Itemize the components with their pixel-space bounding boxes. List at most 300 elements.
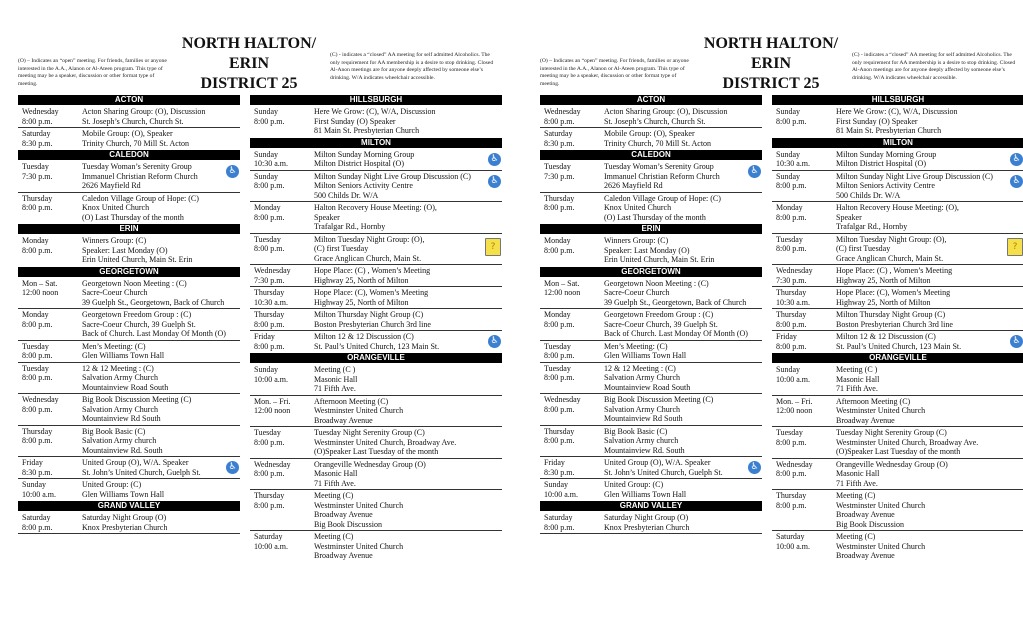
- meeting-details: [82, 107, 240, 126]
- meeting-when: [776, 107, 836, 136]
- meeting-entry: [772, 459, 1023, 491]
- meeting-time: 10:00 a.m.: [254, 374, 288, 384]
- meeting-line: Knox United Church: [604, 203, 672, 212]
- meeting-line: Boston Presbyterian Church 3rd line: [836, 319, 953, 329]
- meeting-day: Thursday: [776, 310, 807, 319]
- meeting-day: Thursday: [544, 193, 575, 203]
- meeting-entry: [18, 457, 240, 479]
- meeting-when: [544, 162, 604, 191]
- meeting-details: [604, 107, 762, 126]
- meeting-details: [836, 172, 1023, 201]
- meeting-day: Thursday: [254, 288, 285, 297]
- meeting-line: Orangeville Wednesday Group (O): [836, 459, 948, 469]
- meeting-day: Thursday: [776, 288, 807, 297]
- meeting-when: [544, 236, 604, 265]
- meeting-details: [836, 203, 1023, 232]
- meeting-entry: [540, 426, 762, 458]
- meeting-line: Winners Group: (C): [82, 236, 147, 245]
- meeting-line: Speaker: [314, 212, 340, 222]
- meeting-day: Saturday: [254, 532, 283, 541]
- meeting-time: 8:00 p.m.: [22, 116, 53, 126]
- meeting-day: Saturday: [22, 129, 51, 138]
- meeting-day: Saturday: [776, 532, 805, 541]
- meeting-line: Georgetown Freedom Group : (C): [604, 310, 714, 319]
- meeting-day: Wednesday: [544, 395, 581, 404]
- meeting-day: Tuesday: [22, 162, 49, 171]
- meeting-line: Afternoon Meeting (C): [836, 396, 911, 406]
- wheelchair-icon: ♿: [1010, 175, 1023, 188]
- meeting-time: 8:00 p.m.: [776, 500, 807, 510]
- meeting-line: Meeting (C): [314, 491, 354, 500]
- meeting-day: Tuesday: [776, 428, 803, 437]
- meeting-details: [82, 480, 240, 499]
- meeting-line: Knox United Church: [82, 203, 150, 212]
- meeting-line: Trafalgar Rd., Hornby: [314, 222, 386, 231]
- wheelchair-icon: ♿: [1010, 153, 1023, 166]
- meeting-day: Wednesday: [254, 266, 291, 275]
- open-meeting-note: (O) – Indicates an “open” meeting. For friends, families or anyone interested in the A.A., Alanon or Al-Ateen program. This type of meeting may be a speaker, discussion or other format type of meeting.: [18, 58, 167, 87]
- meeting-entry: [772, 396, 1023, 428]
- meeting-when: [254, 428, 314, 457]
- meeting-line: Men’s Meeting: (C): [604, 341, 668, 351]
- meeting-day: Sunday: [776, 107, 800, 116]
- meeting-when: [544, 513, 604, 532]
- meeting-time: 8:00 p.m.: [776, 469, 807, 478]
- hearing-icon: ?: [485, 238, 501, 256]
- meeting-line: Mountainview Road South: [82, 382, 169, 392]
- meeting-line: (O)Speaker Last Tuesday of the month: [836, 447, 961, 456]
- meeting-when: [254, 365, 314, 394]
- section-header-georgetown: GEORGETOWN: [18, 267, 240, 277]
- meeting-details: [836, 150, 1023, 169]
- meeting-day: Monday: [776, 203, 803, 212]
- meeting-day: Saturday: [544, 513, 573, 522]
- meeting-line: Mobile Group: (O), Speaker: [82, 129, 173, 138]
- meeting-time: 8:00 p.m.: [254, 181, 285, 190]
- meeting-entry: [18, 479, 240, 500]
- meeting-time: 8:00 p.m.: [22, 203, 53, 212]
- meeting-day: Sunday: [776, 149, 800, 159]
- meeting-list-copy-2: [522, 0, 1023, 621]
- meeting-details: [604, 480, 762, 499]
- meeting-details: [82, 129, 240, 148]
- meeting-line: Afternoon Meeting (C): [314, 396, 389, 406]
- meeting-when: [776, 397, 836, 426]
- meeting-details: [604, 194, 762, 223]
- meeting-details: [82, 279, 240, 308]
- meeting-day: Sunday: [254, 171, 278, 181]
- meeting-entry: [772, 149, 1023, 171]
- meeting-details: [836, 428, 1023, 457]
- meeting-line: Here We Grow: (C), W/A, Discussion: [836, 107, 958, 116]
- meeting-line: Milton Seniors Activity Centre: [314, 181, 413, 190]
- meeting-line: (C) first Tuesday: [836, 244, 891, 253]
- meeting-when: [776, 428, 836, 457]
- meeting-entry: [540, 235, 762, 266]
- meeting-line: United Group: (C): [82, 480, 142, 489]
- wheelchair-icon: ♿: [488, 175, 501, 188]
- meeting-line: Trinity Church, 70 Mill St. Acton: [604, 138, 712, 148]
- meeting-details: [82, 364, 240, 393]
- meeting-time: 8:00 p.m.: [776, 212, 807, 222]
- meeting-details: [604, 364, 762, 393]
- meeting-when: [544, 395, 604, 424]
- meeting-day: Mon. – Fri.: [254, 396, 291, 406]
- meeting-line: 81 Main St. Presbyterian Church: [314, 126, 420, 135]
- meeting-entry: [250, 459, 502, 491]
- wheelchair-icon: ♿: [1010, 335, 1023, 348]
- meeting-details: [836, 235, 1023, 264]
- meeting-line: Westminster United Church: [836, 541, 926, 551]
- meeting-line: Broadway Avenue: [836, 415, 895, 425]
- meeting-when: [544, 194, 604, 223]
- meeting-when: [22, 342, 82, 361]
- section-header-georgetown: GEORGETOWN: [540, 267, 762, 277]
- meeting-day: Friday: [254, 332, 275, 341]
- meeting-details: [836, 266, 1023, 285]
- meeting-time: 10:00 a.m.: [22, 489, 56, 499]
- meeting-entry: [18, 128, 240, 149]
- meeting-time: 8:00 p.m.: [22, 351, 53, 360]
- meeting-entry: [540, 106, 762, 128]
- meeting-day: Saturday: [22, 513, 51, 522]
- meeting-line: St. John’s United Church, Guelph St.: [604, 467, 723, 477]
- meeting-time: 8:00 p.m.: [544, 319, 575, 329]
- meeting-day: Thursday: [254, 491, 285, 500]
- meeting-time: 8:00 p.m.: [254, 244, 285, 253]
- meeting-day: Wednesday: [776, 266, 813, 275]
- meeting-line: Back of Church. Last Monday Of Month (O): [604, 329, 748, 338]
- meeting-day: Sunday: [254, 365, 278, 374]
- meeting-time: 10:30 a.m.: [776, 297, 810, 307]
- closed-meeting-note: (C) - indicates a “closed” AA meeting for self admitted Alcoholics. The only requirement for AA membership is a desire to stop drinking. Closed Al-Anon meetings are for anyone deeply affected by someone else’s drinking. W/A indicates wheelchair accessible.: [852, 52, 1016, 81]
- section-header-caledon: CALEDON: [18, 150, 240, 160]
- meeting-line: Mountainview Road South: [604, 382, 691, 392]
- meeting-line: Mountainview Rd. South: [82, 445, 163, 455]
- section-header-milton: MILTON: [772, 138, 1023, 148]
- meeting-line: Speaker: [836, 212, 862, 222]
- meeting-time: 8:00 p.m.: [544, 373, 575, 382]
- meeting-entry: [18, 363, 240, 395]
- meeting-time: 10:00 a.m.: [776, 374, 810, 384]
- meeting-entry: [772, 287, 1023, 309]
- meeting-line: Sacre-Coeur Church, 39 Guelph St.: [82, 319, 196, 329]
- meeting-line: Glen Williams Town Hall: [82, 489, 165, 499]
- meeting-entry: [772, 427, 1023, 459]
- wheelchair-icon: ♿: [488, 335, 501, 348]
- meeting-line: (C) first Tuesday: [314, 244, 369, 253]
- meeting-line: Knox Presbyterian Church: [604, 522, 690, 532]
- meeting-entry: [18, 235, 240, 266]
- meeting-entry: [250, 149, 502, 171]
- meeting-when: [254, 172, 314, 201]
- meeting-when: [254, 266, 314, 285]
- meeting-details: [314, 203, 502, 232]
- wheelchair-icon: ♿: [488, 153, 501, 166]
- meeting-entry: [250, 202, 502, 234]
- meeting-entry: [540, 193, 762, 224]
- meeting-entry: [540, 341, 762, 363]
- meeting-entry: [250, 531, 502, 562]
- meeting-time: 8:00 p.m.: [544, 522, 575, 532]
- meeting-when: [254, 150, 314, 169]
- meeting-line: 71 Fifth Ave.: [314, 384, 356, 393]
- meeting-details: [314, 288, 502, 307]
- meeting-details: [82, 342, 240, 361]
- meeting-day: Tuesday: [22, 341, 49, 351]
- meeting-line: Big Book Discussion: [314, 519, 383, 529]
- meeting-line: Hope Place: (C), Women’s Meeting: [836, 288, 951, 297]
- district-title: [178, 34, 320, 94]
- meeting-day: Monday: [544, 236, 571, 245]
- meeting-details: [836, 310, 1023, 329]
- meeting-details: [314, 460, 502, 489]
- meeting-when: [776, 310, 836, 329]
- open-meeting-note: (O) – Indicates an “open” meeting. For friends, families or anyone interested in the A.A., Alanon or Al-Ateen program. This type of meeting may be a speaker, discussion or other format type of meeting.: [540, 58, 689, 87]
- meeting-day: Sunday: [254, 149, 278, 159]
- meeting-line: Westminster United Church: [314, 406, 404, 415]
- meeting-when: [254, 532, 314, 561]
- meeting-time: 10:30 a.m.: [254, 159, 288, 168]
- meeting-entry: [540, 309, 762, 341]
- meeting-when: [22, 107, 82, 126]
- meeting-line: Milton Thursday Night Group (C): [314, 310, 424, 319]
- meeting-line: Milton Seniors Activity Centre: [836, 181, 935, 190]
- meeting-details: [314, 266, 502, 285]
- meeting-day: Thursday: [544, 426, 575, 436]
- meeting-line: Big Book Discussion Meeting (C): [604, 395, 714, 404]
- meeting-when: [22, 194, 82, 223]
- section-header-grand-valley: GRAND VALLEY: [18, 501, 240, 511]
- meeting-line: Trinity Church, 70 Mill St. Acton: [82, 138, 190, 148]
- meeting-day: Wednesday: [544, 107, 581, 116]
- meeting-time: 10:00 a.m.: [254, 541, 288, 551]
- meeting-column: [772, 94, 1023, 562]
- meeting-line: First Sunday (O) Speaker: [836, 116, 918, 126]
- meeting-when: [544, 480, 604, 499]
- meeting-line: Men’s Meeting: (C): [82, 341, 146, 351]
- meeting-details: [836, 107, 1023, 136]
- meeting-line: Salvation Army Church: [604, 373, 680, 382]
- meeting-details: [314, 365, 502, 394]
- meeting-line: Highway 25, North of Milton: [314, 275, 409, 285]
- meeting-when: [254, 397, 314, 426]
- meeting-day: Wednesday: [22, 107, 59, 116]
- meeting-line: Broadway Avenue: [314, 510, 373, 519]
- section-header-acton: ACTON: [18, 95, 240, 105]
- meeting-entry: [250, 234, 502, 266]
- meeting-line: St. Joseph’s Church, Church St.: [82, 116, 184, 126]
- meeting-when: [544, 129, 604, 148]
- meeting-day: Sunday: [22, 480, 46, 489]
- meeting-time: 7:30 p.m.: [254, 275, 285, 285]
- meeting-details: [604, 162, 762, 191]
- meeting-line: Big Book Discussion Meeting (C): [82, 395, 192, 404]
- meeting-day: Wednesday: [776, 459, 813, 469]
- meeting-time: 8:00 p.m.: [776, 244, 807, 253]
- meeting-line: 39 Guelph St., Georgetown, Back of Church: [82, 297, 225, 307]
- meeting-line: Milton District Hospital (O): [836, 159, 926, 168]
- meeting-line: Sacre-Coeur Church: [82, 288, 148, 297]
- meeting-line: Georgetown Noon Meeting : (C): [604, 278, 709, 288]
- meeting-time: 12:00 noon: [22, 288, 59, 297]
- meeting-time: 7:30 p.m.: [544, 171, 575, 181]
- meeting-day: Monday: [22, 236, 49, 245]
- meeting-day: Tuesday: [254, 428, 281, 437]
- meeting-when: [776, 203, 836, 232]
- meeting-line: Milton 12 & 12 Discussion (C): [314, 332, 414, 341]
- meeting-line: Grace Anglican Church, Main St.: [314, 253, 422, 263]
- meeting-time: 8:00 p.m.: [776, 181, 807, 190]
- meeting-line: Glen Williams Town Hall: [82, 351, 165, 360]
- meeting-line: Halton Recovery House Meeting: (O),: [314, 203, 437, 212]
- meeting-when: [544, 107, 604, 126]
- meeting-entry: [540, 128, 762, 149]
- meeting-when: [22, 364, 82, 393]
- meeting-day: Tuesday: [776, 234, 803, 244]
- meeting-when: [254, 460, 314, 489]
- meeting-time: 8:00 p.m.: [544, 404, 575, 414]
- meeting-line: United Group: (C): [604, 480, 664, 489]
- meeting-when: [22, 480, 82, 499]
- meeting-line: Westminster United Church: [314, 500, 404, 510]
- meeting-details: [604, 310, 762, 339]
- meeting-line: Hope Place: (C) , Women’s Meeting: [314, 266, 431, 275]
- meeting-line: Sacre-Coeur Church, 39 Guelph St.: [604, 319, 718, 329]
- wheelchair-icon: ♿: [748, 461, 761, 474]
- meeting-line: Glen Williams Town Hall: [604, 351, 687, 360]
- meeting-day: Friday: [544, 458, 565, 467]
- meeting-line: 2626 Mayfield Rd: [82, 181, 141, 190]
- meeting-line: Milton Thursday Night Group (C): [836, 310, 946, 319]
- meeting-time: 8:00 p.m.: [254, 437, 285, 447]
- meeting-line: (O)Speaker Last Tuesday of the month: [314, 447, 439, 456]
- meeting-line: Broadway Avenue: [836, 510, 895, 519]
- meeting-line: Mountainview Rd South: [82, 414, 161, 423]
- meeting-line: Salvation Army Church: [82, 404, 158, 414]
- section-header-caledon: CALEDON: [540, 150, 762, 160]
- meeting-entry: [540, 457, 762, 479]
- wheelchair-icon: ♿: [226, 461, 239, 474]
- meeting-time: 8:30 p.m.: [544, 467, 575, 477]
- meeting-line: 71 Fifth Ave.: [836, 384, 878, 393]
- meeting-time: 8:00 p.m.: [22, 373, 53, 382]
- meeting-line: Immanuel Christian Reform Church: [82, 171, 198, 181]
- meeting-details: [314, 172, 502, 201]
- meeting-day: Thursday: [22, 426, 53, 436]
- meeting-when: [776, 460, 836, 489]
- meeting-details: [314, 150, 502, 169]
- meeting-time: 8:00 p.m.: [776, 319, 807, 329]
- meeting-when: [544, 458, 604, 477]
- meeting-details: [82, 513, 240, 532]
- meeting-when: [776, 150, 836, 169]
- meeting-line: Meeting (C ): [314, 365, 356, 374]
- meeting-time: 8:00 p.m.: [544, 351, 575, 360]
- meeting-line: Glen Williams Town Hall: [604, 489, 687, 499]
- meeting-line: 39 Guelph St., Georgetown, Back of Church: [604, 297, 747, 307]
- meeting-day: Friday: [776, 332, 797, 341]
- meeting-line: Salvation Army church: [82, 436, 157, 445]
- meeting-details: [836, 491, 1023, 529]
- meeting-line: (O) Last Thursday of the month: [604, 212, 706, 222]
- meeting-day: Thursday: [254, 310, 285, 319]
- section-header-erin: ERIN: [18, 224, 240, 234]
- meeting-line: Saturday Night Group (O): [604, 513, 689, 522]
- meeting-when: [254, 310, 314, 329]
- meeting-time: 8:00 p.m.: [776, 116, 807, 126]
- meeting-when: [776, 332, 836, 351]
- meeting-day: Mon. – Fri.: [776, 396, 813, 406]
- meeting-column: [540, 94, 762, 534]
- meeting-entry: [18, 106, 240, 128]
- meeting-details: [314, 397, 502, 426]
- meeting-entry: [772, 265, 1023, 287]
- meeting-when: [776, 288, 836, 307]
- meeting-line: Back of Church. Last Monday Of Month (O): [82, 329, 226, 338]
- meeting-day: Monday: [22, 310, 49, 319]
- meeting-details: [82, 395, 240, 424]
- meeting-time: 8:00 p.m.: [22, 404, 53, 414]
- meeting-line: Georgetown Noon Meeting : (C): [82, 278, 187, 288]
- meeting-time: 8:00 p.m.: [254, 116, 285, 126]
- meeting-time: 8:00 p.m.: [22, 245, 53, 255]
- meeting-time: 12:00 noon: [254, 406, 291, 415]
- meeting-line: Georgetown Freedom Group : (C): [82, 310, 192, 319]
- meeting-line: Milton Sunday Night Live Group Discussion (C): [314, 171, 471, 181]
- meeting-when: [544, 279, 604, 308]
- meeting-line: 71 Fifth Ave.: [836, 478, 878, 488]
- meeting-entry: [18, 193, 240, 224]
- title-line: ERIN: [228, 55, 269, 72]
- section-header-orangeville: ORANGEVILLE: [250, 353, 502, 363]
- meeting-line: Mountainview Rd. South: [604, 445, 685, 455]
- meeting-time: 8:00 p.m.: [776, 341, 807, 351]
- meeting-details: [604, 342, 762, 361]
- meeting-line: Meeting (C): [314, 532, 354, 541]
- title-line: DISTRICT 25: [200, 75, 298, 92]
- meeting-line: Westminster United Church: [836, 406, 926, 415]
- meeting-line: St. Paul’s United Church, 123 Main St.: [314, 341, 440, 351]
- meeting-line: Masonic Hall: [314, 374, 358, 384]
- meeting-line: Speaker: Last Monday (O): [604, 245, 690, 255]
- meeting-line: Westminster United Church: [314, 541, 404, 551]
- meeting-time: 8:00 p.m.: [254, 319, 285, 329]
- meeting-day: Tuesday: [544, 341, 571, 351]
- meeting-entry: [540, 278, 762, 310]
- meeting-line: Acton Sharing Group: (O), Discussion: [604, 107, 728, 116]
- meeting-line: 500 Childs Dr. W/A: [314, 190, 379, 200]
- meeting-entry: [18, 512, 240, 534]
- meeting-details: [82, 162, 240, 191]
- meeting-entry: [18, 161, 240, 193]
- meeting-details: [604, 236, 762, 265]
- title-line: NORTH HALTON/: [703, 35, 839, 52]
- meeting-line: Westminster United Church, Broadway Ave.: [314, 437, 457, 447]
- meeting-when: [22, 236, 82, 265]
- meeting-when: [22, 395, 82, 424]
- meeting-details: [314, 332, 502, 351]
- meeting-line: Meeting (C): [836, 491, 876, 500]
- meeting-time: 8:00 p.m.: [22, 319, 53, 329]
- meeting-entry: [772, 106, 1023, 137]
- meeting-line: Broadway Avenue: [314, 415, 373, 425]
- meeting-time: 8:00 p.m.: [544, 203, 575, 212]
- meeting-time: 8:30 p.m.: [22, 467, 53, 477]
- meeting-line: Milton District Hospital (O): [314, 159, 404, 168]
- meeting-entry: [250, 309, 502, 331]
- meeting-entry: [540, 161, 762, 193]
